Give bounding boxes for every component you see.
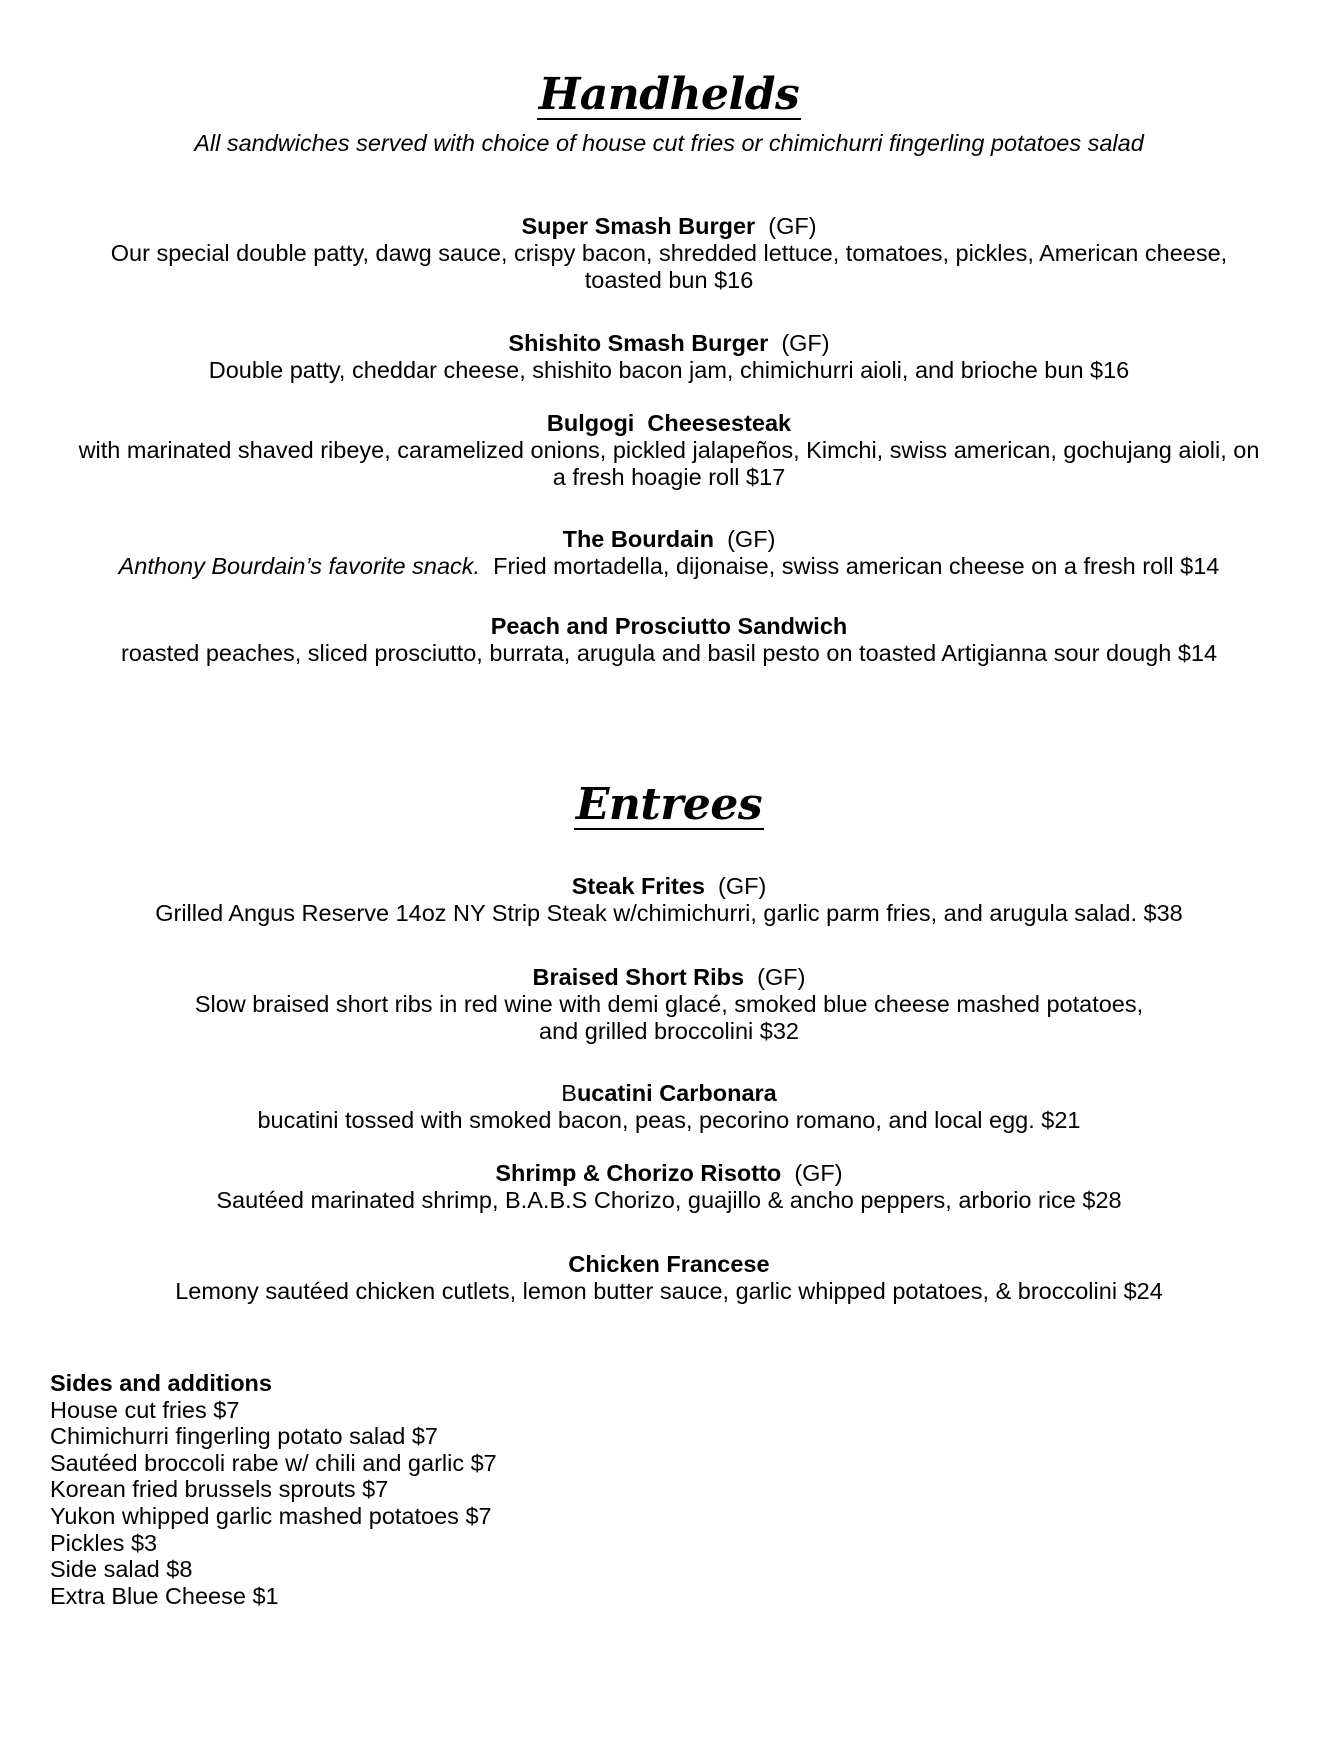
item-name: The Bourdain: [562, 526, 715, 552]
menu-item-bulgogi-cheesesteak: [40, 410, 1298, 491]
side-item: Yukon whipped garlic mashed potatoes $7: [50, 1502, 492, 1529]
item-name: Chicken Francese: [568, 1251, 770, 1277]
item-description-italic: Anthony Bourdain’s favorite snack.: [118, 553, 481, 579]
menu-item-shrimp-chorizo-risotto: [40, 1160, 1298, 1214]
handhelds-title-text: Handhelds: [538, 69, 800, 120]
item-description: Sautéed marinated shrimp, B.A.B.S Chorizo, guajillo & ancho peppers, arborio rice $28: [216, 1187, 1122, 1213]
gf-tag: (GF): [781, 330, 830, 356]
item-description-cont: and grilled broccolini $32: [539, 1018, 799, 1044]
side-item: Chimichurri fingerling potato salad $7: [50, 1423, 438, 1450]
menu-item-super-smash-burger: [40, 213, 1298, 294]
item-name: Shishito Smash Burger: [508, 330, 769, 356]
item-name: Steak Frites: [571, 873, 705, 899]
gf-tag: (GF): [794, 1160, 843, 1186]
side-item: Sautéed broccoli rabe w/ chili and garlic $7: [50, 1449, 497, 1476]
item-description: Slow braised short ribs in red wine with demi glacé, smoked blue cheese mashed potatoes,: [194, 991, 1144, 1017]
item-description: Double patty, cheddar cheese, shishito bacon jam, chimichurri aioli, and brioche bun $16: [208, 357, 1130, 383]
handhelds-subtitle: All sandwiches served with choice of house cut fries or chimichurri fingerling potatoes salad: [194, 130, 1144, 156]
item-description-wrap: [40, 553, 1298, 580]
side-item: House cut fries $7: [50, 1396, 240, 1423]
item-name: Peach and Prosciutto Sandwich: [490, 613, 848, 639]
menu-item-peach-prosciutto-sandwich: [40, 613, 1298, 667]
item-description-cont: toasted bun $16: [584, 267, 754, 293]
item-name: ucatini Carbonara: [576, 1080, 777, 1106]
item-name: Bulgogi Cheesesteak: [546, 410, 792, 436]
item-name: Shrimp & Chorizo Risotto: [495, 1160, 782, 1186]
gf-tag: (GF): [727, 526, 776, 552]
entrees-title: [0, 780, 1338, 830]
item-description: bucatini tossed with smoked bacon, peas, pecorino romano, and local egg. $21: [257, 1107, 1081, 1133]
sides-heading: Sides and additions: [50, 1370, 272, 1396]
menu-item-steak-frites: [40, 873, 1298, 927]
side-item: Korean fried brussels sprouts $7: [50, 1476, 389, 1503]
item-name: Super Smash Burger: [521, 213, 756, 239]
sides-list: [50, 1370, 750, 1609]
item-description: Lemony sautéed chicken cutlets, lemon butter sauce, garlic whipped potatoes, & broccolini $24: [175, 1278, 1163, 1304]
side-item: Side salad $8: [50, 1556, 193, 1583]
gf-tag: (GF): [768, 213, 817, 239]
item-description: Grilled Angus Reserve 14oz NY Strip Steak w/chimichurri, garlic parm fries, and arugula salad. $38: [155, 900, 1183, 926]
menu-item-bucatini-carbonara: [40, 1080, 1298, 1134]
entrees-title-text: Entrees: [575, 779, 763, 830]
item-description: Fried mortadella, dijonaise, swiss american cheese on a fresh roll $14: [493, 553, 1220, 579]
menu-item-chicken-francese: [40, 1251, 1298, 1305]
gf-tag: (GF): [718, 873, 767, 899]
menu-item-braised-short-ribs: [40, 964, 1298, 1045]
item-name: Braised Short Ribs: [532, 964, 745, 990]
gf-tag: (GF): [757, 964, 806, 990]
side-item: Pickles $3: [50, 1529, 158, 1556]
handhelds-title: [0, 70, 1338, 120]
item-description: Our special double patty, dawg sauce, crispy bacon, shredded lettuce, tomatoes, pickles, American cheese,: [110, 240, 1228, 266]
menu-item-the-bourdain: [40, 526, 1298, 580]
item-description: with marinated shaved ribeye, caramelized onions, pickled jalapeños, Kimchi, swiss american, gochujang aioli, on: [78, 437, 1260, 463]
side-item: Extra Blue Cheese $1: [50, 1582, 279, 1609]
item-description-cont: a fresh hoagie roll $17: [552, 464, 786, 490]
item-name-initial: B: [561, 1080, 577, 1106]
item-description: roasted peaches, sliced prosciutto, burrata, arugula and basil pesto on toasted Artigianna sour dough $14: [120, 640, 1218, 666]
menu-item-shishito-smash-burger: [40, 330, 1298, 384]
